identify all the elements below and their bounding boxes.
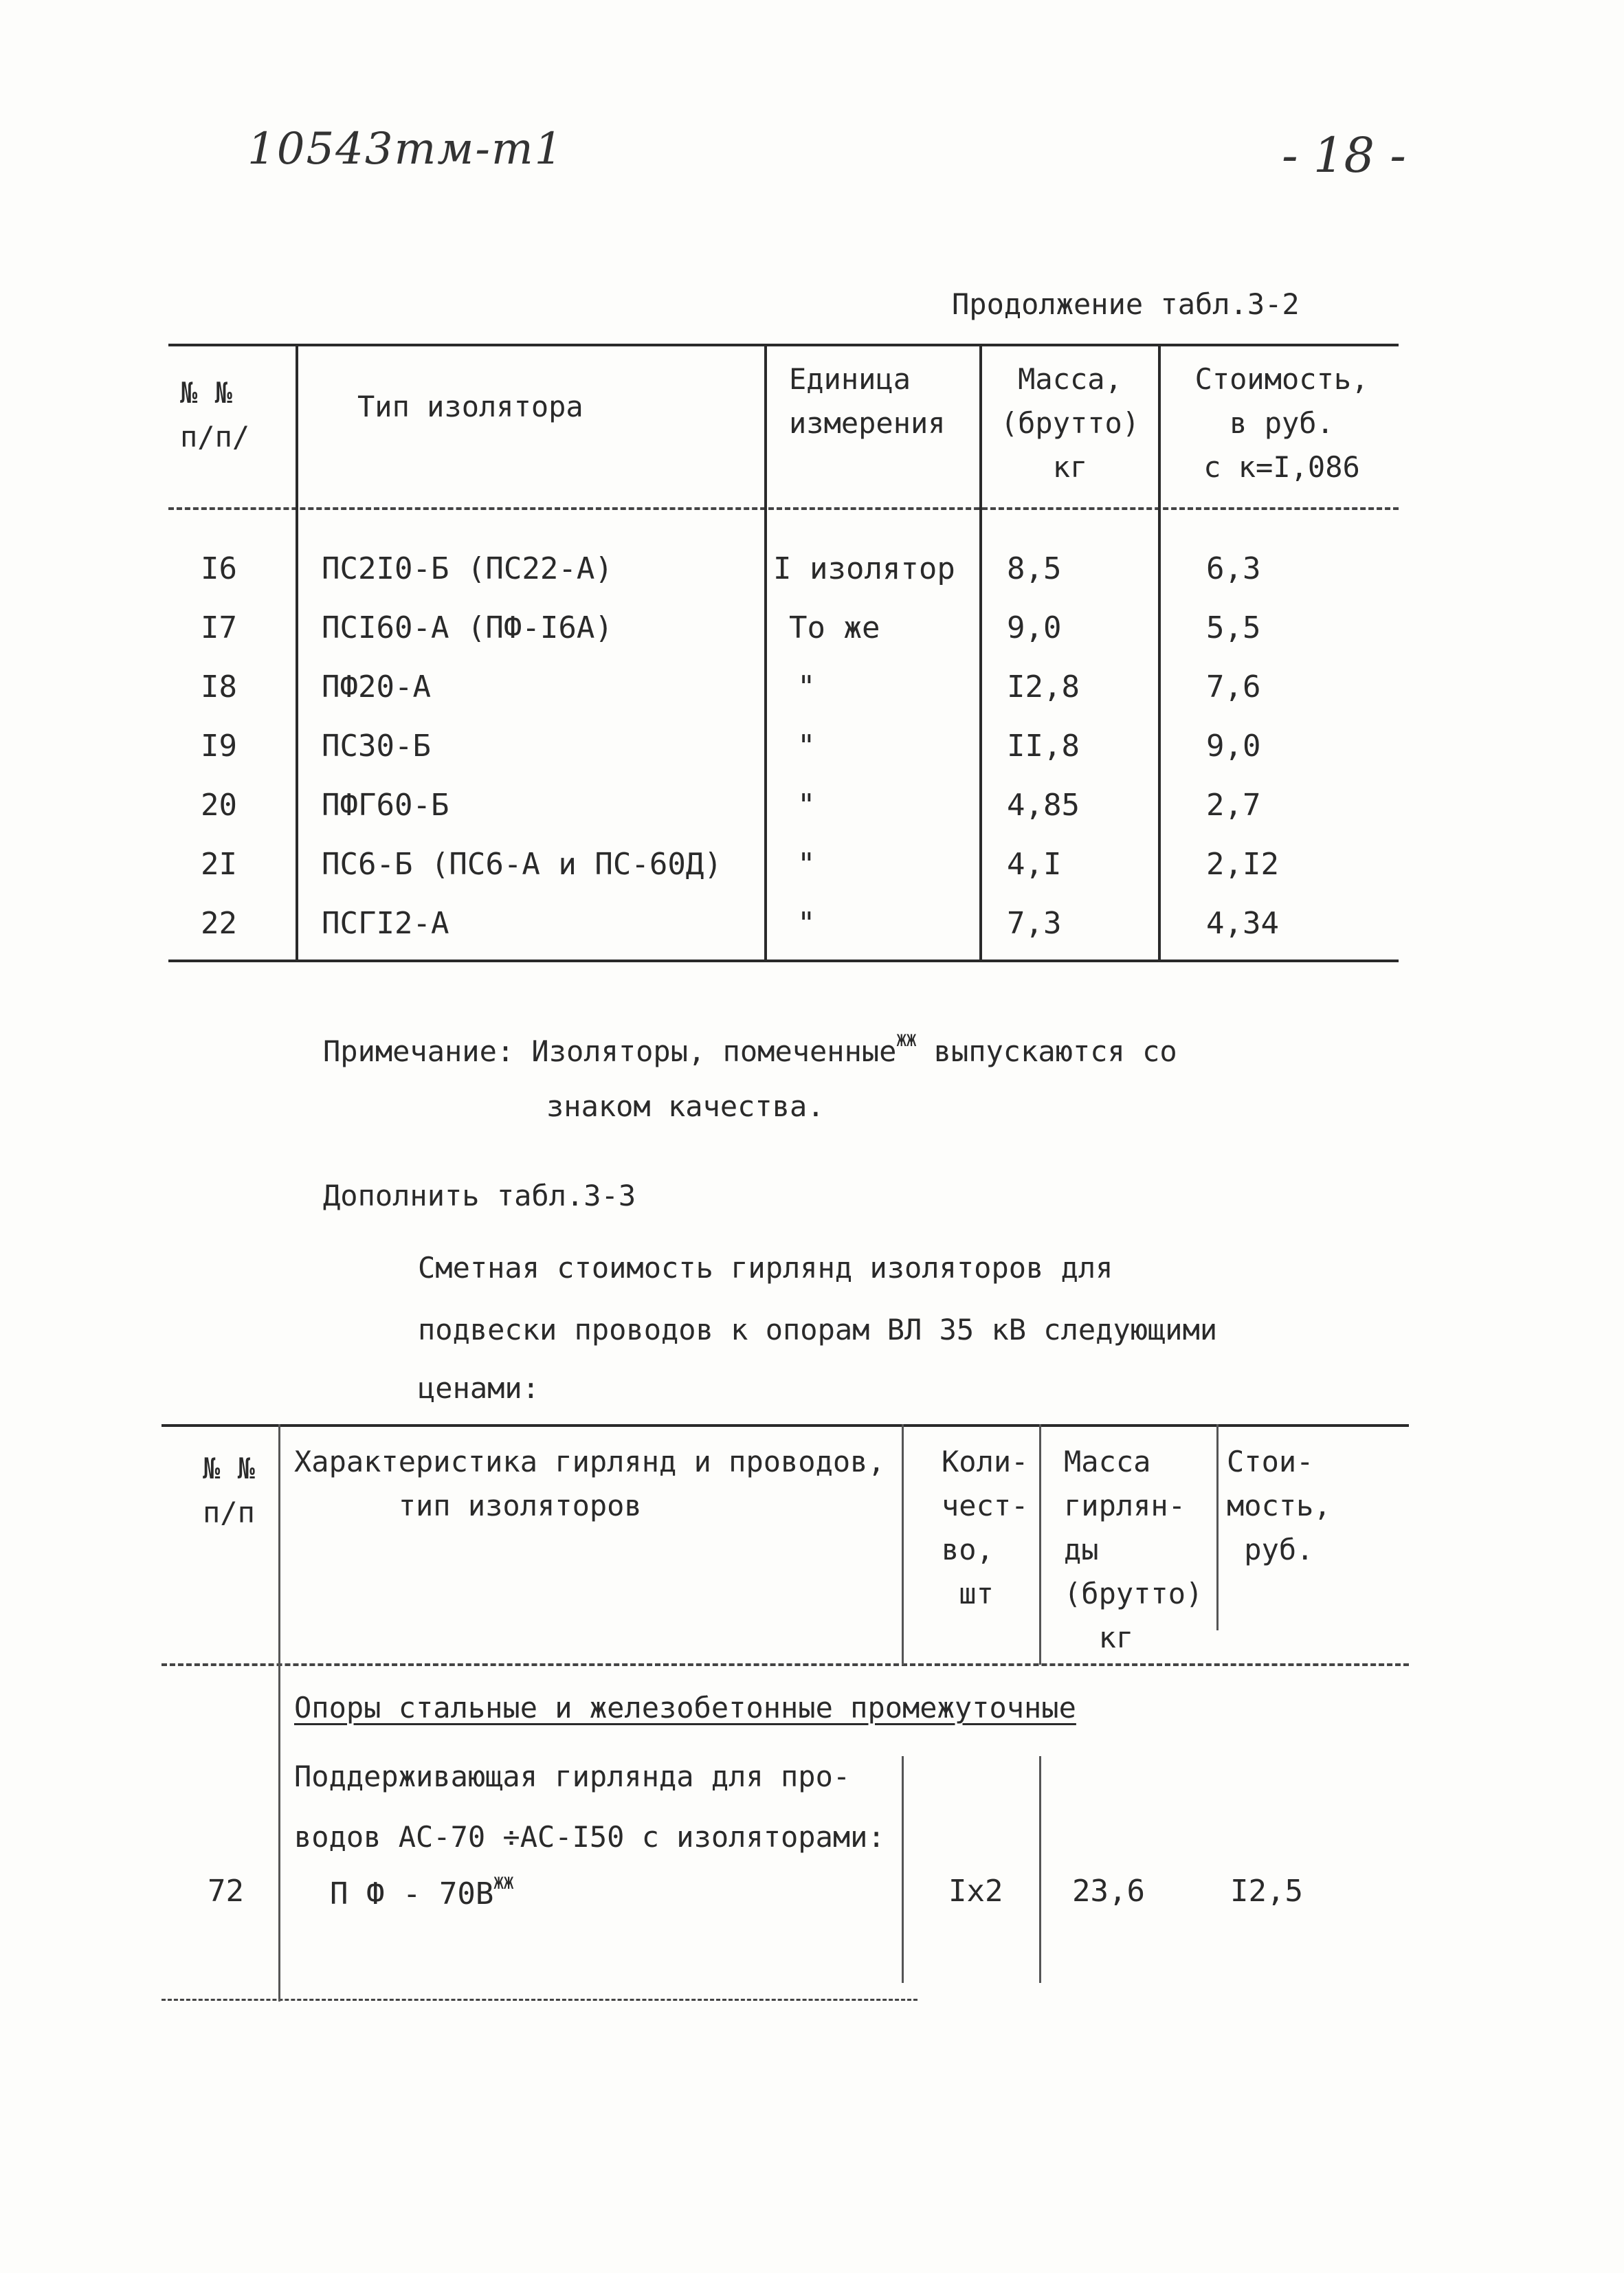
row-insulator xyxy=(330,1874,513,1911)
row-qty: Iх2 xyxy=(948,1874,1003,1909)
page-number: - 18 - xyxy=(1282,127,1406,184)
row-type: ПС2I0-Б (ПС22-А) xyxy=(322,551,613,586)
note-line-1 xyxy=(323,1031,1177,1068)
row-type: ПС6-Б (ПС6-А и ПС-60Д) xyxy=(322,847,722,882)
row-mass: II,8 xyxy=(1007,729,1080,764)
table1-col-divider xyxy=(296,344,298,962)
note-text-a: Примечание: Изоляторы, помеченные xyxy=(323,1034,897,1068)
table1-col-divider xyxy=(764,344,767,962)
table1-header-num: № № п/п/ xyxy=(180,376,250,454)
row-num: 22 xyxy=(201,906,237,941)
section-title: Опоры стальные и железобетонные промежуточные xyxy=(294,1691,1076,1725)
row-cost: 2,7 xyxy=(1206,788,1261,823)
row-cost: 6,3 xyxy=(1206,551,1261,586)
row-type: ПС30-Б xyxy=(322,729,431,764)
row-unit: " xyxy=(797,669,816,705)
supplement-intro-3: ценами: xyxy=(418,1371,540,1405)
table2-header-desc: Характеристика гирлянд и проводов, тип изоляторов xyxy=(294,1445,885,1522)
row-mass: 4,85 xyxy=(1007,788,1080,823)
table2-header-rule xyxy=(162,1663,1409,1666)
row-mass: 23,6 xyxy=(1072,1874,1145,1909)
row-unit: " xyxy=(797,847,816,882)
row-type: ПСГI2-А xyxy=(322,906,449,941)
table2-header-num: № № п/п xyxy=(203,1452,255,1529)
row-num: 2I xyxy=(201,847,237,882)
table1-col-divider xyxy=(1158,344,1161,962)
insulator-type: П Ф - 70В xyxy=(330,1876,494,1911)
row-cost: 2,I2 xyxy=(1206,847,1279,882)
row-mass: 8,5 xyxy=(1007,551,1062,586)
note-line-2: знаком качества. xyxy=(546,1089,825,1123)
row-unit: " xyxy=(797,729,816,764)
table2-header-mass: Масса гирлян- ды (брутто) кг xyxy=(1064,1445,1203,1654)
row-unit: То же xyxy=(789,610,880,645)
row-type: ПФГ60-Б xyxy=(322,788,449,823)
table2-col-divider xyxy=(1039,1756,1041,1983)
row-mass: 7,3 xyxy=(1007,906,1062,941)
row-cost: 4,34 xyxy=(1206,906,1279,941)
row-cost: 9,0 xyxy=(1206,729,1261,764)
row-num: I7 xyxy=(201,610,237,645)
row-cost: 5,5 xyxy=(1206,610,1261,645)
row-num: I6 xyxy=(201,551,237,586)
table2-col-divider xyxy=(278,1424,280,2002)
quality-mark: ЖЖ xyxy=(493,1874,514,1893)
row-unit: " xyxy=(797,788,816,823)
table1-header-type: Тип изолятора xyxy=(357,390,583,423)
table2-bottom-rule xyxy=(162,1999,917,2001)
note-text-b: выпускаются со xyxy=(933,1034,1177,1068)
supplement-intro-2: подвески проводов к опорам ВЛ 35 кВ следующими xyxy=(418,1313,1218,1346)
row-desc-line-1: Поддерживающая гирлянда для про- xyxy=(294,1760,851,1793)
document-code: 10543тм-т1 xyxy=(247,124,564,175)
table1-header-cost: Стоимость, в руб. с к=I,086 xyxy=(1194,362,1369,484)
row-unit: " xyxy=(797,906,816,941)
table2-top-rule xyxy=(162,1424,1409,1427)
table2-col-divider xyxy=(1216,1424,1219,1630)
row-unit: I изолятор xyxy=(773,551,955,586)
row-cost: 7,6 xyxy=(1206,669,1261,705)
row-mass: 4,I xyxy=(1007,847,1062,882)
quality-mark: ЖЖ xyxy=(896,1031,917,1050)
table2-col-divider xyxy=(902,1424,904,1665)
row-mass: I2,8 xyxy=(1007,669,1080,705)
table1-caption: Продолжение табл.3-2 xyxy=(952,287,1300,321)
row-desc-line-2: водов АС-70 ÷АС-I50 с изоляторами: xyxy=(294,1820,885,1854)
supplement-title: Дополнить табл.3-3 xyxy=(323,1179,636,1212)
row-mass: 9,0 xyxy=(1007,610,1062,645)
table1-col-divider xyxy=(979,344,982,962)
table1-header-rule xyxy=(168,507,1399,510)
table2-col-divider xyxy=(1039,1424,1041,1665)
table1-bottom-rule xyxy=(168,960,1399,962)
table1-top-rule xyxy=(168,344,1399,346)
row-num: I8 xyxy=(201,669,237,705)
table1-header-unit: Единица измерения xyxy=(789,362,946,440)
table2-col-divider xyxy=(902,1756,904,1983)
table2-header-qty: Коли- чест- во, шт xyxy=(942,1445,1029,1610)
row-num: I9 xyxy=(201,729,237,764)
row-type: ПСI60-А (ПФ-I6А) xyxy=(322,610,613,645)
supplement-intro-1: Сметная стоимость гирлянд изоляторов для xyxy=(418,1251,1113,1285)
row-num: 20 xyxy=(201,788,237,823)
row-cost: I2,5 xyxy=(1230,1874,1303,1909)
table2-header-cost: Стои- мость, руб. xyxy=(1227,1445,1331,1566)
row-num: 72 xyxy=(208,1874,244,1909)
row-type: ПФ20-А xyxy=(322,669,431,705)
table1-header-mass: Масса, (брутто) кг xyxy=(1000,362,1140,484)
